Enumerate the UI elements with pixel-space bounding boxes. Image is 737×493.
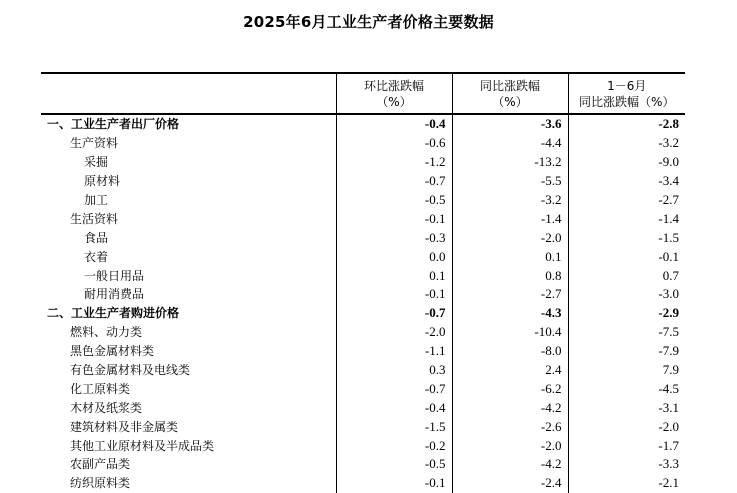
- table-row: [41, 436, 685, 455]
- row-mom-value: -1.2: [336, 153, 452, 172]
- row-ytd-value: -2.7: [568, 191, 685, 210]
- table-row: [41, 285, 685, 304]
- row-yoy-value: 2.4: [452, 361, 568, 380]
- row-ytd-value: 7.9: [568, 361, 685, 380]
- row-yoy-value: -2.7: [452, 285, 568, 304]
- row-label: 木材及纸浆类: [70, 400, 143, 415]
- row-yoy-value: -2.4: [452, 474, 568, 493]
- row-mom-value: -0.7: [336, 172, 452, 191]
- table-row: [41, 153, 685, 172]
- table-row: [41, 323, 685, 342]
- row-ytd-value: -3.3: [568, 455, 685, 474]
- table-header-row: [41, 73, 685, 114]
- row-yoy-value: -3.2: [452, 191, 568, 210]
- table-row: [41, 266, 685, 285]
- row-ytd-value: -3.0: [568, 285, 685, 304]
- row-ytd-value: -2.0: [568, 417, 685, 436]
- row-ytd-value: -7.5: [568, 323, 685, 342]
- header-ytd-line2: 同比涨跌幅（%）: [579, 94, 675, 109]
- row-mom-value: -0.7: [336, 304, 452, 323]
- row-ytd-value: -3.2: [568, 134, 685, 153]
- row-mom-value: -0.3: [336, 228, 452, 247]
- row-label: 农副产品类: [70, 457, 131, 472]
- row-yoy-value: -2.0: [452, 228, 568, 247]
- row-mom-value: -2.0: [336, 323, 452, 342]
- row-ytd-value: -0.1: [568, 247, 685, 266]
- table-row: [41, 172, 685, 191]
- row-yoy-value: -4.2: [452, 455, 568, 474]
- page-title: 2025年6月工业生产者价格主要数据: [243, 13, 494, 31]
- row-mom-value: 0.1: [336, 266, 452, 285]
- row-label: 一、工业生产者出厂价格: [47, 117, 180, 132]
- header-yoy-line1: 同比涨跌幅: [479, 78, 540, 93]
- table-row: [41, 417, 685, 436]
- row-ytd-value: -3.1: [568, 398, 685, 417]
- row-ytd-value: 0.7: [568, 266, 685, 285]
- row-mom-value: -0.5: [336, 191, 452, 210]
- table-row: [41, 247, 685, 266]
- row-label: 有色金属材料及电线类: [70, 363, 191, 378]
- row-yoy-value: -10.4: [452, 323, 568, 342]
- header-mom-line2: （%）: [376, 94, 412, 109]
- row-yoy-value: -1.4: [452, 209, 568, 228]
- row-mom-value: -0.4: [336, 114, 452, 134]
- row-yoy-value: -4.2: [452, 398, 568, 417]
- row-label: 生活资料: [70, 211, 119, 226]
- row-ytd-value: -1.7: [568, 436, 685, 455]
- table-row: [41, 455, 685, 474]
- row-mom-value: -0.1: [336, 209, 452, 228]
- row-yoy-value: 0.1: [452, 247, 568, 266]
- row-yoy-value: -2.0: [452, 436, 568, 455]
- row-yoy-value: -13.2: [452, 153, 568, 172]
- row-ytd-value: -7.9: [568, 342, 685, 361]
- row-mom-value: -0.2: [336, 436, 452, 455]
- table-row: [41, 114, 685, 134]
- header-mom: [336, 73, 452, 114]
- row-yoy-value: -2.6: [452, 417, 568, 436]
- row-mom-value: -1.5: [336, 417, 452, 436]
- header-mom-line1: 环比涨跌幅: [363, 78, 424, 93]
- row-mom-value: -0.7: [336, 379, 452, 398]
- row-yoy-value: -6.2: [452, 379, 568, 398]
- table-row: [41, 191, 685, 210]
- row-ytd-value: -1.5: [568, 228, 685, 247]
- table-row: [41, 134, 685, 153]
- row-label: 一般日用品: [84, 268, 145, 283]
- row-mom-value: -0.1: [336, 474, 452, 493]
- row-yoy-value: -4.3: [452, 304, 568, 323]
- row-mom-value: -0.4: [336, 398, 452, 417]
- header-ytd-line1: 1－6月: [607, 78, 647, 93]
- row-mom-value: 0.3: [336, 361, 452, 380]
- row-ytd-value: -2.1: [568, 474, 685, 493]
- row-label: 生产资料: [70, 136, 119, 151]
- row-label: 原材料: [84, 174, 121, 189]
- row-label: 燃料、动力类: [70, 325, 143, 340]
- row-label: 化工原料类: [70, 381, 131, 396]
- table-row: [41, 209, 685, 228]
- row-ytd-value: -3.4: [568, 172, 685, 191]
- row-label: 加工: [84, 193, 109, 207]
- row-mom-value: -0.1: [336, 285, 452, 304]
- header-ytd: [568, 73, 685, 114]
- row-label: 衣着: [84, 249, 109, 264]
- table-row: [41, 228, 685, 247]
- row-yoy-value: -8.0: [452, 342, 568, 361]
- row-label: 采掘: [84, 155, 109, 170]
- row-label: 黑色金属材料类: [70, 344, 155, 359]
- row-mom-value: -1.1: [336, 342, 452, 361]
- row-label: 二、工业生产者购进价格: [47, 306, 180, 321]
- table-row: [41, 361, 685, 380]
- header-blank: [41, 73, 336, 114]
- row-yoy-value: 0.8: [452, 266, 568, 285]
- row-label: 耐用消费品: [84, 287, 145, 302]
- row-label: 其他工业原材料及半成品类: [70, 438, 215, 453]
- row-ytd-value: -2.9: [568, 304, 685, 323]
- row-ytd-value: -1.4: [568, 209, 685, 228]
- row-yoy-value: -3.6: [452, 114, 568, 134]
- header-yoy: [452, 73, 568, 114]
- row-ytd-value: -4.5: [568, 379, 685, 398]
- row-mom-value: -0.5: [336, 455, 452, 474]
- row-label: 食品: [84, 230, 109, 245]
- table-row: [41, 342, 685, 361]
- row-label: 建筑材料及非金属类: [70, 419, 179, 434]
- table-row: [41, 304, 685, 323]
- row-mom-value: 0.0: [336, 247, 452, 266]
- row-yoy-value: -4.4: [452, 134, 568, 153]
- header-yoy-line2: （%）: [492, 94, 528, 109]
- row-label: 纺织原料类: [70, 476, 131, 491]
- row-yoy-value: -5.5: [452, 172, 568, 191]
- table-row: [41, 398, 685, 417]
- table-row: [41, 379, 685, 398]
- row-mom-value: -0.6: [336, 134, 452, 153]
- price-data-table: [41, 72, 685, 493]
- row-ytd-value: -9.0: [568, 153, 685, 172]
- row-ytd-value: -2.8: [568, 114, 685, 134]
